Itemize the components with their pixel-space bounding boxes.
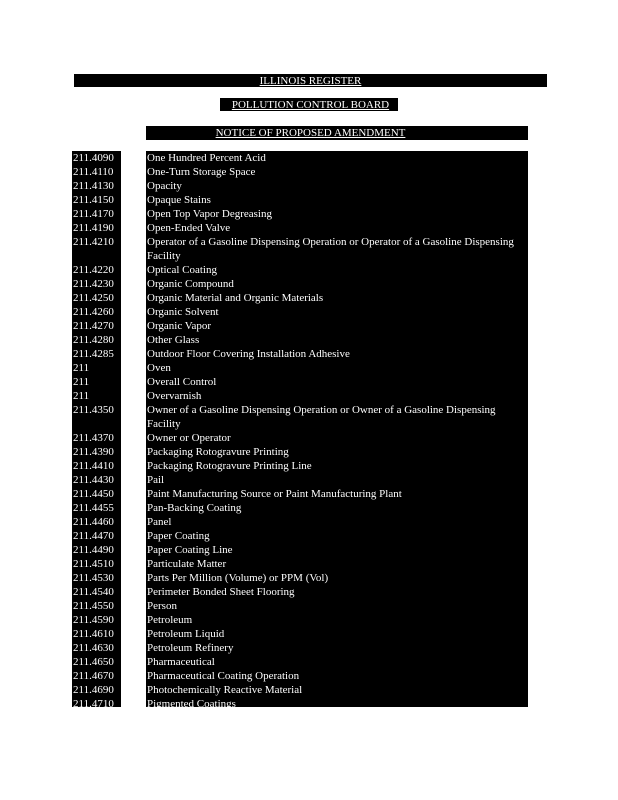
definition-term: Perimeter Bonded Sheet Flooring <box>147 586 295 598</box>
definition-row <box>72 487 532 501</box>
definition-term: Overvarnish <box>147 390 202 402</box>
definition-row <box>72 571 532 585</box>
section-number: 211.4690 <box>73 684 114 696</box>
definition-row <box>72 515 532 529</box>
section-number: 211.4350 <box>73 404 114 416</box>
section-number: 211.4430 <box>73 474 114 486</box>
section-number: 211.4670 <box>73 670 114 682</box>
definition-term: Particulate Matter <box>147 558 227 570</box>
section-number: 211.4220 <box>73 264 114 276</box>
definition-row <box>72 669 532 683</box>
definition-term: Overall Control <box>147 376 217 388</box>
register-title: ILLINOIS REGISTER <box>259 75 362 87</box>
section-number: 211.4390 <box>73 446 114 458</box>
section-number: 211.4110 <box>73 166 114 178</box>
section-number: 211.4510 <box>73 558 114 570</box>
definition-row <box>72 655 532 669</box>
definition-term: Petroleum Liquid <box>147 628 225 640</box>
definition-term: Pharmaceutical <box>147 656 215 668</box>
definition-row <box>72 221 532 235</box>
section-number: 211.4470 <box>73 530 114 542</box>
section-number: 211.4630 <box>73 642 114 654</box>
definition-row <box>72 403 532 431</box>
definition-row <box>72 641 532 655</box>
section-number: 211.4250 <box>73 292 114 304</box>
agency-title: POLLUTION CONTROL BOARD <box>231 99 390 111</box>
definition-row <box>72 235 532 263</box>
definition-term: Optical Coating <box>147 264 217 276</box>
definition-row <box>72 305 532 319</box>
definition-row <box>72 361 532 375</box>
section-number: 211.4170 <box>73 208 114 220</box>
definition-row <box>72 179 532 193</box>
definition-term: Packaging Rotogravure Printing Line <box>147 460 312 472</box>
definition-row <box>72 627 532 641</box>
definition-term: Pan-Backing Coating <box>147 502 242 514</box>
definition-row <box>72 697 532 711</box>
definition-row <box>72 599 532 613</box>
section-number: 211.4540 <box>73 586 114 598</box>
definition-term: Organic Compound <box>147 278 234 290</box>
definition-row <box>72 459 532 473</box>
definition-row <box>72 277 532 291</box>
section-number: 211.4370 <box>73 432 114 444</box>
section-number: 211.4210 <box>73 236 114 248</box>
section-number: 211.4550 <box>73 600 114 612</box>
section-number: 211.4590 <box>73 614 114 626</box>
definition-row <box>72 585 532 599</box>
definition-row <box>72 557 532 571</box>
definition-row <box>72 347 532 361</box>
section-number: 211.4455 <box>73 502 114 514</box>
definition-term: Pharmaceutical Coating Operation <box>147 670 300 682</box>
definition-row <box>72 543 532 557</box>
section-number: 211.4190 <box>73 222 114 234</box>
definition-term: Petroleum Refinery <box>147 642 234 654</box>
definition-term: Pigmented Coatings <box>147 698 236 710</box>
notice-title: NOTICE OF PROPOSED AMENDMENT <box>215 127 406 139</box>
definition-term: Open Top Vapor Degreasing <box>147 208 272 220</box>
definition-term: Pail <box>147 474 165 486</box>
definition-term: One-Turn Storage Space <box>147 166 256 178</box>
definition-row <box>72 165 532 179</box>
section-number: 211.4270 <box>73 320 114 332</box>
section-number: 211.4150 <box>73 194 114 206</box>
definition-row <box>72 333 532 347</box>
section-number: 211.4710 <box>73 698 114 710</box>
definition-term: Parts Per Million (Volume) or PPM (Vol) <box>147 572 329 584</box>
definition-term: Operator of a Gasoline Dispensing Operation or Operator of a Gasoline Dispensing Facility <box>147 236 514 262</box>
definition-term: Organic Solvent <box>147 306 219 318</box>
definition-row <box>72 291 532 305</box>
section-number: 211 <box>73 376 90 388</box>
section-number: 211.4450 <box>73 488 114 500</box>
section-number: 211.4610 <box>73 628 114 640</box>
definition-row <box>72 389 532 403</box>
definition-row <box>72 501 532 515</box>
section-number: 211 <box>73 362 90 374</box>
section-number: 211.4280 <box>73 334 114 346</box>
definition-term: One Hundred Percent Acid <box>147 152 266 164</box>
definition-row <box>72 683 532 697</box>
definition-row <box>72 529 532 543</box>
definition-row <box>72 263 532 277</box>
definition-row <box>72 613 532 627</box>
definition-row <box>72 473 532 487</box>
definition-term: Paint Manufacturing Source or Paint Manufacturing Plant <box>147 488 402 500</box>
definition-row <box>72 207 532 221</box>
definition-term: Organic Material and Organic Materials <box>147 292 324 304</box>
definition-row <box>72 375 532 389</box>
definition-row <box>72 151 532 165</box>
section-number: 211.4130 <box>73 180 114 192</box>
section-number: 211.4460 <box>73 516 114 528</box>
definition-row <box>72 431 532 445</box>
section-number: 211.4530 <box>73 572 114 584</box>
section-number: 211.4260 <box>73 306 114 318</box>
definition-term: Organic Vapor <box>147 320 212 332</box>
definition-term: Petroleum <box>147 614 193 626</box>
section-number: 211.4650 <box>73 656 114 668</box>
definition-term: Open-Ended Valve <box>147 222 231 234</box>
definition-term: Other Glass <box>147 334 200 346</box>
definition-term: Paper Coating Line <box>147 544 233 556</box>
definition-term: Opacity <box>147 180 182 192</box>
definition-term: Photochemically Reactive Material <box>147 684 303 696</box>
definition-term: Person <box>147 600 177 612</box>
definition-row <box>72 319 532 333</box>
definition-list <box>72 151 532 711</box>
definition-term: Owner or Operator <box>147 432 231 444</box>
section-number: 211.4490 <box>73 544 114 556</box>
definition-term: Outdoor Floor Covering Installation Adhesive <box>147 348 350 360</box>
section-number: 211.4410 <box>73 460 114 472</box>
definition-row <box>72 445 532 459</box>
definition-term: Paper Coating <box>147 530 210 542</box>
definition-term: Packaging Rotogravure Printing <box>147 446 289 458</box>
section-number: 211.4285 <box>73 348 114 360</box>
definition-row <box>72 193 532 207</box>
definition-term: Owner of a Gasoline Dispensing Operation or Owner of a Gasoline Dispensing Facility <box>147 404 496 430</box>
definition-term: Panel <box>147 516 172 528</box>
section-number: 211 <box>73 390 90 402</box>
section-number: 211.4230 <box>73 278 114 290</box>
section-number: 211.4090 <box>73 152 114 164</box>
definition-term: Oven <box>147 362 171 374</box>
definition-term: Opaque Stains <box>147 194 211 206</box>
